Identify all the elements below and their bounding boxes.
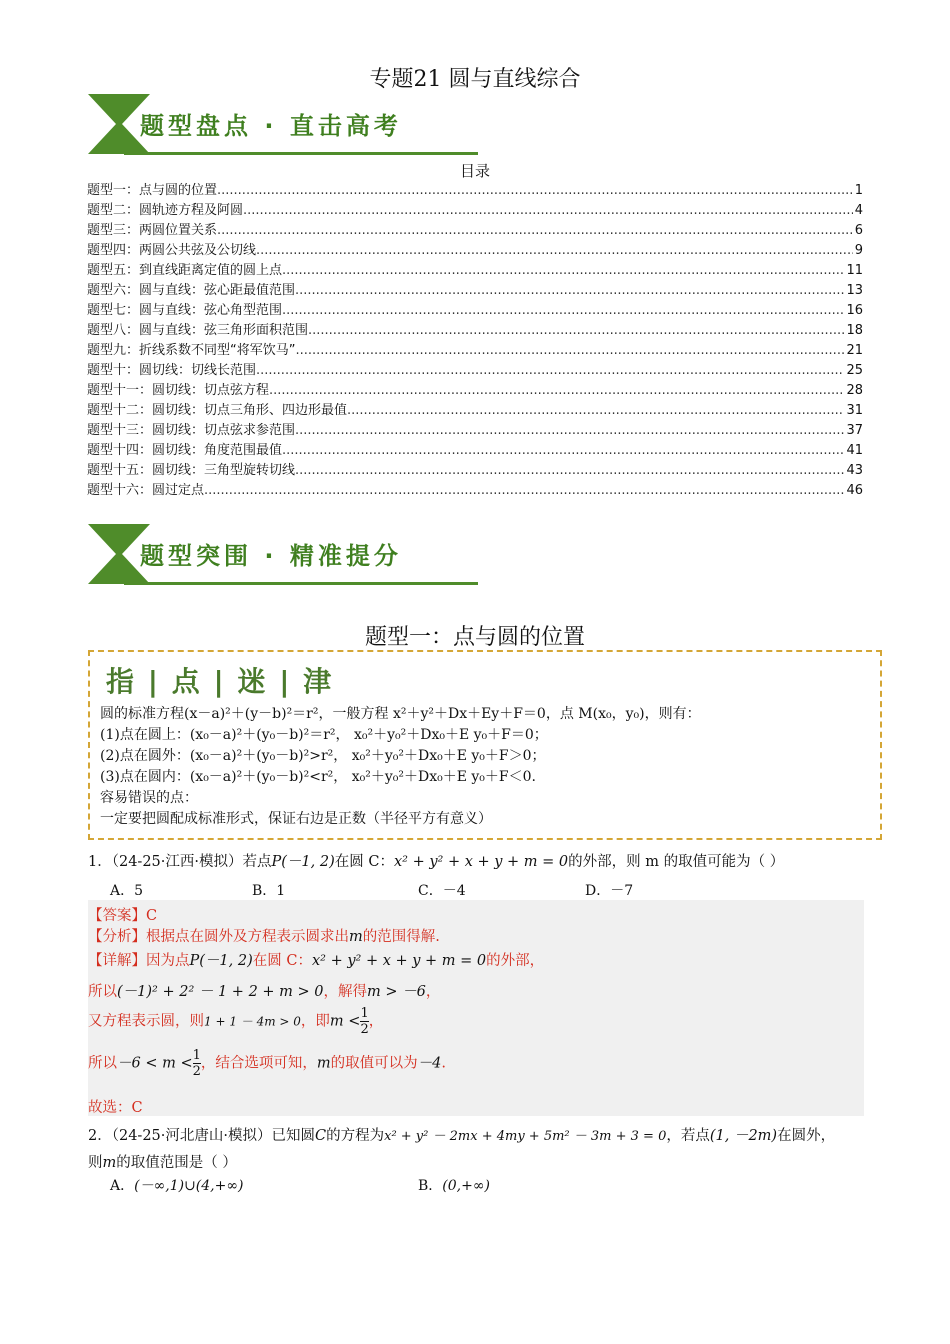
toc-item-label: 题型八：圆与直线：弦三角形面积范围 xyxy=(87,323,309,338)
toc-item[interactable] xyxy=(87,361,863,381)
toc-item-page: 13 xyxy=(846,283,863,298)
option-b[interactable]: B．1 xyxy=(252,883,286,899)
toc-item[interactable] xyxy=(87,321,863,341)
toc-item-page: 6 xyxy=(854,223,863,238)
toc-item-label: 题型七：圆与直线：弦心角型范围 xyxy=(87,303,283,318)
option-a[interactable]: A．5 xyxy=(110,883,144,899)
toc-item-label: 题型九：折线系数不同型“将军饮马” xyxy=(87,343,296,358)
toc-item-page: 28 xyxy=(846,383,863,398)
toc-item-page: 11 xyxy=(846,263,863,278)
toc-item-page: 21 xyxy=(846,343,863,358)
section-title: 题型一：点与圆的位置 xyxy=(364,625,585,650)
banner-overview xyxy=(88,92,478,156)
toc-item[interactable] xyxy=(87,201,863,221)
page-title: 专题21 圆与直线综合 xyxy=(369,67,581,92)
toc-item-label: 题型一：点与圆的位置 xyxy=(87,183,218,198)
toc-item[interactable] xyxy=(87,221,863,241)
answer-box xyxy=(88,900,864,1116)
toc-item-label: 题型十二：圆切线：切点三角形、四边形最值 xyxy=(87,403,348,418)
toc-item[interactable] xyxy=(87,181,863,201)
toc-item[interactable] xyxy=(87,481,863,501)
banner-practice-text: 题型突围 · 精准提分 xyxy=(140,542,402,570)
tip-line: (2)点在圆外：(x₀－a)²＋(y₀－b)²>r²， x₀²＋y₀²＋Dx₀＋E y₀＋F＞0； xyxy=(100,748,546,764)
toc-item-label: 题型四：两圆公共弦及公切线 xyxy=(87,243,257,258)
tip-heading: 指 | 点 | 迷 | 津 xyxy=(106,665,334,698)
toc-item-page: 37 xyxy=(846,423,863,438)
toc-item-label: 题型十五：圆切线：三角型旋转切线 xyxy=(87,463,296,478)
answer-line: 【答案】C xyxy=(88,908,158,924)
toc-item-page: 9 xyxy=(854,243,863,258)
question-2-stem: 2．（24-25·河北唐山·模拟）已知圆C的方程为x² + y² － 2mx + 4my + 5m² － 3m + 3 = 0，若点(1, －2m)在圆外， xyxy=(88,1128,836,1144)
toc-item-label: 题型二：圆轨迹方程及阿圆 xyxy=(87,203,244,218)
toc-item-page: 18 xyxy=(846,323,863,338)
toc-item-page: 41 xyxy=(846,443,863,458)
toc-item[interactable] xyxy=(87,401,863,421)
detail-line: 所以－6 < m < $\frac{1}{2}$ ，结合选项可知，m的取值可以为－4. xyxy=(88,1048,446,1079)
tip-box xyxy=(88,650,882,840)
toc-item-label: 题型十：圆切线：切线长范围 xyxy=(87,363,257,378)
question-1-stem: 1．（24-25·江西·模拟）若点P(－1, 2)在圆 C：x² + y² + x + y + m = 0的外部，则 m 的取值可能为（ ） xyxy=(88,854,785,870)
tip-line: 容易错误的点： xyxy=(100,790,198,806)
toc-item-label: 题型十一：圆切线：切点弦方程 xyxy=(87,383,270,398)
toc-item[interactable] xyxy=(87,241,863,261)
fraction: $\frac{1}{2}$ xyxy=(192,1048,201,1079)
toc-item[interactable] xyxy=(87,281,863,301)
toc-item-page: 31 xyxy=(846,403,863,418)
detail-line: 所以(－1)² + 2² － 1 + 2 + m > 0，解得m > －6， xyxy=(88,984,441,1000)
question-2-stem-cont: 则m的取值范围是（ ） xyxy=(88,1155,237,1171)
toc-item[interactable] xyxy=(87,421,863,441)
toc-item-label: 题型六：圆与直线：弦心距最值范围 xyxy=(87,283,296,298)
table-of-contents xyxy=(87,181,863,501)
toc-item-page: 16 xyxy=(846,303,863,318)
tip-line: (3)点在圆内：(x₀－a)²＋(y₀－b)²<r²， x₀²＋y₀²＋Dx₀＋E y₀＋F＜0. xyxy=(100,769,536,785)
toc-item-page: 4 xyxy=(854,203,863,218)
detail-line: 【详解】因为点P(－1, 2)在圆 C：x² + y² + x + y + m = 0的外部， xyxy=(88,953,545,969)
toc-item-page: 43 xyxy=(846,463,863,478)
toc-item[interactable] xyxy=(87,261,863,281)
tip-line: 圆的标准方程(x－a)²＋(y－b)²＝r²，一般方程 x²＋y²＋Dx＋Ey＋F＝0，点 M(x₀，y₀)，则有： xyxy=(100,706,701,722)
toc-item-label: 题型十六：圆过定点 xyxy=(87,483,205,498)
toc-item-page: 46 xyxy=(846,483,863,498)
option-d[interactable]: D．－7 xyxy=(585,883,634,899)
toc-item[interactable] xyxy=(87,461,863,481)
banner-practice xyxy=(88,522,478,586)
toc-item[interactable] xyxy=(87,381,863,401)
toc-item-label: 题型十三：圆切线：切点弦求参范围 xyxy=(87,423,296,438)
toc-item-label: 题型十四：圆切线：角度范围最值 xyxy=(87,443,283,458)
analysis-line: 【分析】根据点在圆外及方程表示圆求出m的范围得解. xyxy=(88,929,440,945)
toc-item[interactable] xyxy=(87,301,863,321)
conclusion-line: 故选：C xyxy=(88,1100,143,1116)
toc-item-page: 1 xyxy=(854,183,863,198)
option-b[interactable]: B．(0,+∞) xyxy=(418,1178,490,1194)
toc-item[interactable] xyxy=(87,341,863,361)
option-c[interactable]: C．－4 xyxy=(418,883,466,899)
fraction: $\frac{1}{2}$ xyxy=(360,1006,369,1037)
toc-item-page: 25 xyxy=(846,363,863,378)
toc-item-label: 题型五：到直线距离定值的圆上点 xyxy=(87,263,283,278)
banner-overview-text: 题型盘点 · 直击高考 xyxy=(140,112,402,140)
tip-line: (1)点在圆上：(x₀－a)²＋(y₀－b)²＝r²， x₀²＋y₀²＋Dx₀＋E y₀＋F＝0； xyxy=(100,727,548,743)
option-a[interactable]: A．(－∞,1)∪(4,+∞) xyxy=(110,1178,244,1194)
toc-item[interactable] xyxy=(87,441,863,461)
tip-line: 一定要把圆配成标准形式，保证右边是正数（半径平方有意义） xyxy=(100,811,492,827)
toc-heading: 目录 xyxy=(459,162,490,180)
detail-line: 又方程表示圆，则1 + 1 － 4m > 0，即m < $\frac{1}{2}$ ， xyxy=(88,1006,384,1037)
toc-item-label: 题型三：两圆位置关系 xyxy=(87,223,218,238)
